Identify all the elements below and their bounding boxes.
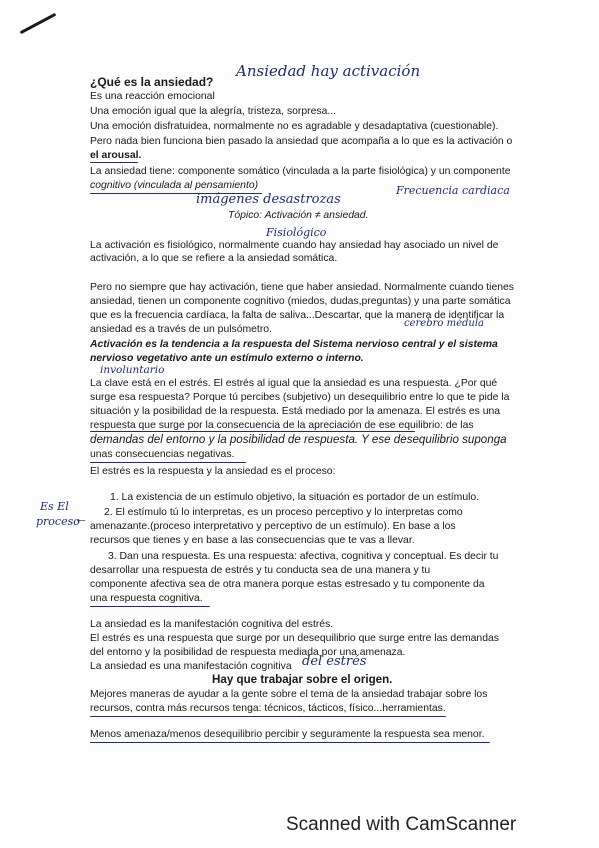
- list-item: 1. La existencia de un estímulo objetivo, la situación es portador de un estímulo.: [110, 492, 480, 503]
- doc-line: recursos, contra más recursos tenga: técnicos, tácticos, físico...herramientas.: [90, 703, 446, 714]
- doc-line: cognitivo (vinculada al pensamiento): [90, 180, 259, 191]
- annotation-involuntario: involuntario: [100, 364, 165, 376]
- list-item: componente afectiva sea de otra manera porque estas estresado y tu componente da: [90, 579, 485, 590]
- doc-line: Es una reacción emocional: [90, 91, 215, 102]
- doc-line: El estrés es la respuesta y la ansiedad es el proceso:: [90, 466, 336, 477]
- pen-underline: [90, 462, 246, 463]
- doc-line: respuesta que surge por la consecuencia de la apreciación de ese equilibrio: de las: [90, 420, 474, 431]
- list-item: una respuesta cognitiva.: [90, 593, 203, 604]
- doc-line: La ansiedad tiene: componente somático (vinculada a la parte fisiológica) y un componente: [90, 166, 511, 177]
- doc-line: activación, a lo que se refiere a la ansiedad somática.: [90, 253, 338, 264]
- doc-line: Pero no siempre que hay activación, tiene que haber ansiedad. Normalmente cuando tienes: [90, 282, 514, 293]
- list-item: 3. Dan una respuesta. Es una respuesta: afectiva, cognitiva y conceptual. Es decir tu: [108, 551, 499, 562]
- annotation-fisiologico: Fisiológico: [266, 226, 327, 239]
- pen-stroke-mark: [20, 13, 57, 34]
- doc-line: El estrés es una respuesta que surge por un desequilibrio que surge entre las demandas: [90, 633, 499, 644]
- pen-underline: [90, 606, 210, 607]
- doc-line: nervioso vegetativo ante un estímulo externo o interno.: [90, 353, 364, 364]
- doc-heading: Hay que trabajar sobre el origen.: [212, 673, 393, 686]
- annotation-frecuencia: Frecuencia cardiaca: [396, 184, 510, 197]
- doc-line: Una emoción disfratuidea, normalmente no es agradable y desadaptativa (cuestionable).: [90, 121, 499, 132]
- annotation-margin-2: proceso: [36, 515, 80, 528]
- margin-arrow-icon: ←: [74, 510, 88, 526]
- doc-line: situación y la posibilidad de la respuesta. Está mediado por la amenaza. El estrés es una: [90, 406, 501, 417]
- annotation-top: Ansiedad hay activación: [236, 62, 421, 80]
- annotation-del-estres: del estrés: [302, 654, 367, 669]
- annotation-cerebro: cerebro médula: [404, 318, 484, 329]
- doc-line: surge esa respuesta? Porque tú percibes (subjetivo) un desequilibrio entre lo que te pide la: [90, 392, 510, 403]
- doc-line: Una emoción igual que la alegría, tristeza, sorpresa...: [90, 106, 337, 117]
- doc-line: del entorno y la posibilidad de respuesta mediada por una amenaza.: [90, 647, 406, 658]
- doc-line: demandas del entorno y la posibilidad de respuesta. Y ese desequilibrio suponga: [90, 433, 507, 446]
- annotation-margin-1: Es El: [40, 500, 69, 513]
- doc-topico: Tópico: Activación ≠ ansiedad.: [228, 210, 369, 221]
- doc-line: La ansiedad es una manifestación cognitiva: [90, 661, 292, 672]
- doc-line: ansiedad, tienen un componente cognitivo (miedos, dudas,preguntas) y una parte somática: [90, 296, 511, 307]
- pen-underline: [90, 162, 138, 163]
- doc-line: Mejores maneras de ayudar a la gente sobre el tema de la ansiedad trabajar sobre los: [90, 689, 488, 700]
- doc-line: La activación es fisiológico, normalmente cuando hay ansiedad hay asociado un nivel de: [90, 240, 499, 251]
- doc-line: el arousal.: [90, 150, 142, 161]
- pen-underline: [90, 716, 446, 717]
- doc-line: La clave está en el estrés. El estrés al igual que la ansiedad es una respuesta. ¿Por qué: [90, 378, 498, 389]
- doc-line: ansiedad es a través de un pulsómetro.: [90, 324, 272, 335]
- doc-line: que es la frecuencia cardíaca, la falta de saliva...Descartar, que la manera de identificar la: [90, 310, 505, 321]
- doc-title: ¿Qué es la ansiedad?: [90, 75, 214, 89]
- list-item: recursos que tienes y en base a las consecuencias que te vas a llevar.: [90, 535, 415, 546]
- list-item: desarrollar una respuesta de estrés y tu conducta sea de una manera y tu: [90, 565, 431, 576]
- list-item: amenazante.(proceso interpretativo y perceptivo de un estímulo). En base a los: [90, 521, 456, 532]
- doc-line: Pero nada bien funciona bien pasado la ansiedad que acompaña a lo que es la activación o: [90, 136, 513, 147]
- pen-underline: [90, 742, 490, 743]
- doc-line: unas consecuencias negativas.: [90, 449, 235, 460]
- doc-line: Menos amenaza/menos desequilibrio percibir y seguramente la respuesta sea menor.: [90, 729, 485, 740]
- doc-line: Activación es la tendencia a la respuesta del Sistema nervioso central y el sistema: [90, 339, 498, 350]
- annotation-imagenes: imágenes desastrozas: [196, 192, 341, 207]
- doc-line: La ansiedad es la manifestación cognitiva del estrés.: [90, 619, 334, 630]
- list-item: 2. El estímulo tú lo interpretas, es un proceso perceptivo y lo interpretas como: [104, 507, 463, 518]
- scanner-watermark: Scanned with CamScanner: [286, 814, 517, 835]
